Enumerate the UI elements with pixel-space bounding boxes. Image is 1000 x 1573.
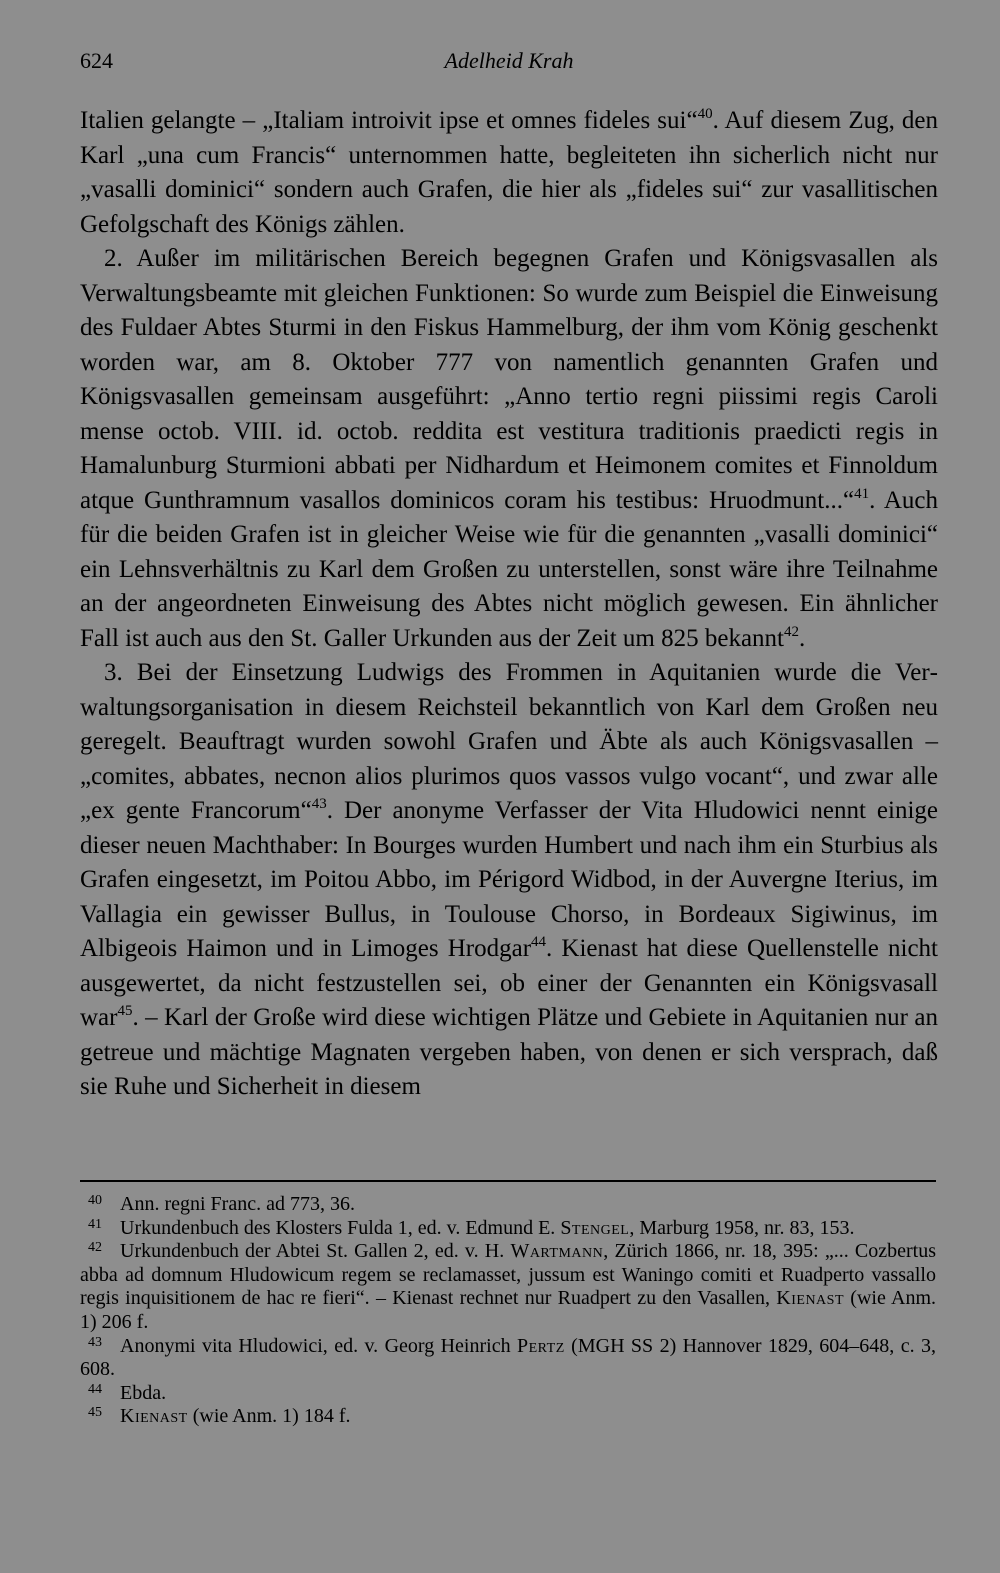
text-run: (wie Anm. 1) 206 f. <box>80 1287 937 1333</box>
text-run: Ann. regni Franc. ad 773, 36. <box>120 1193 355 1215</box>
author-name: Stengel <box>560 1216 630 1239</box>
text-run: . Auch für die beiden Grafen ist in gleicher Weise wie für die genannten „vasalli dominici“ ein Lehnsverhältnis zu Karl dem Großen zu unterstellen, sonst wäre ihre Teilnahme an der angeordneten Einweisung des Abtes nicht möglich gewesen. Ein ähnlicher Fall ist auch aus den St. Galler Urkunden aus der Zeit um 825 bekannt <box>80 486 939 652</box>
text-run: 3. Bei der Einsetzung Ludwigs des Frommen in Aquitanien wurde die Verwaltungsorganisation in diesem Reichsteil bekanntlich von Karl dem Großen neu geregelt. Beauftragt wurden sowohl Grafen und Äbte als auch Königsvasallen – „comites, abbates, necnon alios plurimos quos vassos vulgo vocant“, und zwar alle „ex gente Francorum“ <box>80 659 938 824</box>
footnote: 42 Urkundenbuch der Abtei St. Gallen 2, ed. v. H. Wartmann, Zürich 1866, nr. 18, 395: „... Cozbertus abba ad domnum Hludowicum regem se reclamasset, jussum est Waningo comiti et Ruadperto vassallo regis inquisitionem de hac re fieri“. – Kienast rechnet nur Ruadpert zu den Vasallen, Kienast (wie Anm. 1) 206 f. <box>80 1240 937 1333</box>
text-run: . Der anonyme Verfasser der Vita Hludowici nennt einige dieser neuen Machthaber: In Bourges wurden Humbert und nach ihm ein Sturbius als Grafen eingesetzt, im Poitou Abbo, im Périgord Widbod, in der Auvergne Iterius, im Vallagia ein gewisser Bullus, in Toulouse Chorso, in Bordeaux Sigiwinus, im Albigeois Haimon und in Limoges Hrodgar <box>80 797 938 962</box>
text-run: . Auf diesem Zug, den Karl „una cum Francis“ unternommen hatte, begleiteten ihn sicherlich nicht nur „vasalli dominici“ sondern auch Grafen, die hier als „fideles sui“ zur vasallitischen Gefolgschaft des Königs zählen. <box>80 107 938 238</box>
text-run: Urkundenbuch des Klosters Fulda 1, ed. v. Edmund E. <box>120 1216 561 1239</box>
text-run: (MGH SS 2) Hannover 1829, 604–648, c. 3, 608. <box>80 1334 936 1381</box>
page-header <box>80 44 938 78</box>
footnote: 43 Anonymi vita Hludowici, ed. v. Georg Heinrich Pertz (MGH SS 2) Hannover 1829, 604–648, c. 3, 608. <box>80 1334 936 1381</box>
footnote-ref: 40 <box>697 106 713 122</box>
page-number: 624 <box>80 48 113 73</box>
text-run: (wie Anm. 1) 184 f. <box>187 1405 351 1428</box>
footnote-ref: 43 <box>311 796 327 812</box>
text-run: Ebda. <box>120 1381 167 1404</box>
paragraph <box>80 104 938 242</box>
author-name: Kienast <box>776 1287 844 1310</box>
footnote-ref: 42 <box>784 623 800 640</box>
text-run: . Kienast hat diese Quellenstelle nicht ausgewertet, da nicht festzustellen sei, ob einer der Genannten ein Königsvasall war <box>80 935 938 1031</box>
author-name: Pertz <box>517 1334 565 1357</box>
footnote: 41 Urkundenbuch des Klosters Fulda 1, ed. v. Edmund E. Stengel, Marburg 1958, nr. 83, 153. <box>88 1216 855 1239</box>
author-name: Wartmann <box>510 1240 604 1263</box>
text-run: Anonymi vita Hludowici, ed. v. Georg Heinrich <box>120 1334 517 1357</box>
paragraph <box>80 242 938 656</box>
text-run: Italien gelangte – „Italiam introivit ipse et omnes fideles sui“ <box>80 107 698 134</box>
author-name: Kienast <box>120 1405 188 1428</box>
text-run: 2. Außer im militärischen Bereich begegnen Grafen und Königsvasallen als Verwaltungsbeamte mit gleichen Funktionen: So wurde zum Beispiel die Einweisung des Fuldaer Abtes Sturmi in den Fiskus Hammelburg, der ihm vom König geschenkt worden war, am 8. Oktober 777 von namentlich genannten Grafen und Königsvasallen gemeinsam ausgeführt: „Anno tertio regni piissimi regis Caroli mense octob. VIII. id. octob. reddita est vestitura traditionis praedicti regis in Hamalunburg Sturmioni abbati per Nidhardum et Heimonem comites et Finnoldum atque Gunthramnum vasallos dominicos coram his testibus: Hruodmunt...“ <box>80 245 938 514</box>
footnote: 45 Kienast (wie Anm. 1) 184 f. <box>88 1405 351 1428</box>
text-run: . <box>799 624 806 652</box>
text-run: , Marburg 1958, nr. 83, 153. <box>629 1216 855 1239</box>
text-run: . – Karl der Große wird diese wichtigen Plätze und Gebiete in Aquitanien nur an getreue und mächtige Magnaten vergeben haben, von denen er sich versprach, daß sie Ruhe und Sicherheit in diesem <box>80 1004 938 1100</box>
footnote-separator <box>80 1180 936 1182</box>
footnotes <box>80 1193 936 1429</box>
footnote-ref: 44 <box>531 934 547 950</box>
footnote-ref: 41 <box>854 485 870 502</box>
footnote: 40 Ann. regni Franc. ad 773, 36. <box>88 1193 355 1215</box>
paragraph <box>80 656 938 1105</box>
text-run: , Zürich 1866, nr. 18, 395: „... Cozbertus abba ad domnum Hludowicum regem se reclamasset, jussum est Waningo comiti et Ruadperto vassallo regis inquisitionem de hac re fieri“. – Kienast rechnet nur Ruadpert zu den Vasallen, <box>80 1240 936 1310</box>
footnote-ref: 45 <box>117 1003 133 1019</box>
text-run: Urkundenbuch der Abtei St. Gallen 2, ed. v. H. <box>120 1240 511 1263</box>
main-text <box>80 104 938 1105</box>
running-head: Adelheid Krah <box>444 48 574 73</box>
footnote: 44 Ebda. <box>88 1381 167 1404</box>
